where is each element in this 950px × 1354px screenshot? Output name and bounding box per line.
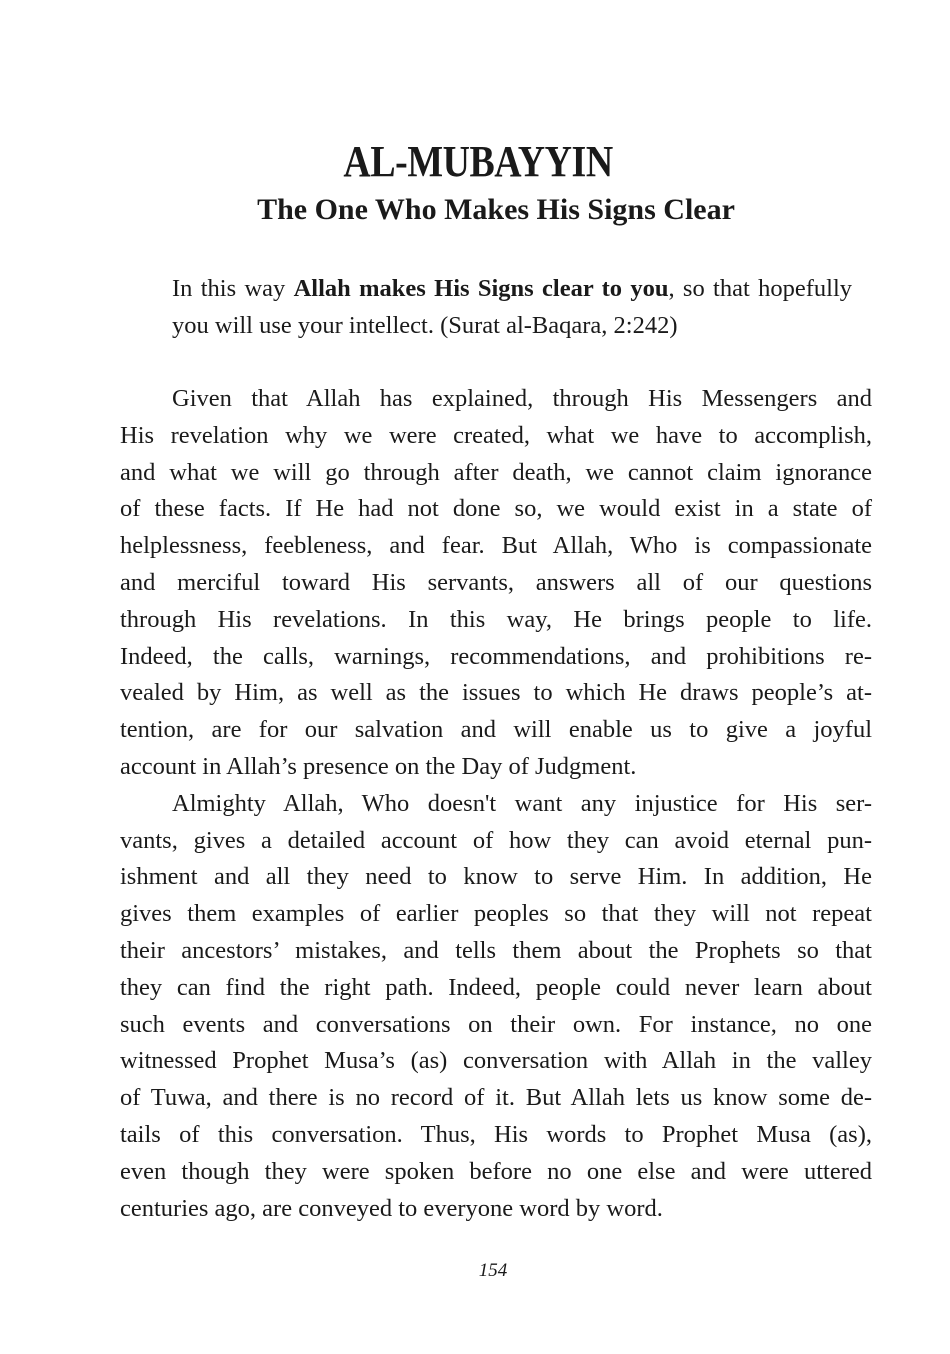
text-line: such events and conversations on their own. For instance, no one <box>120 1010 872 1038</box>
text-line: helplessness, feebleness, and fear. But Allah, Who is compassionate <box>120 532 872 560</box>
page-subtitle: The One Who Makes His Signs Clear <box>257 193 735 226</box>
text-line: ishment and all they need to know to serve Him. In addition, He <box>120 863 872 891</box>
text-line: gives them examples of earlier peoples so that they will not repeat <box>120 900 872 928</box>
text-line: account in Allah’s presence on the Day of Judgment. <box>120 752 637 780</box>
text-line: vealed by Him, as well as the issues to which He draws people’s at- <box>120 679 872 707</box>
text-line: tention, are for our salvation and will enable us to give a joyful <box>120 716 872 744</box>
text-line: centuries ago, are conveyed to everyone word by word. <box>120 1194 663 1222</box>
page-title: AL-MUBAYYIN <box>343 137 613 186</box>
text-line: through His revelations. In this way, He brings people to life. <box>120 605 872 633</box>
verse-prefix: In this way <box>172 275 294 302</box>
quoted-verse <box>172 270 852 344</box>
text-line: vants, gives a detailed account of how they can avoid eternal pun- <box>120 826 872 854</box>
paragraph-2 <box>120 786 872 1228</box>
text-line: their ancestors’ mistakes, and tells them about the Prophets so that <box>120 936 872 964</box>
paragraph-1 <box>120 381 872 786</box>
text-line: and merciful toward His servants, answers all of our questions <box>120 568 872 596</box>
text-line: and what we will go through after death, we cannot claim ignorance <box>120 458 872 486</box>
text-line: tails of this conversation. Thus, His words to Prophet Musa (as), <box>120 1120 872 1148</box>
text-line: Given that Allah has explained, through His Messengers and <box>172 385 872 412</box>
verse-emphasis: Allah makes His Signs clear to you <box>293 275 669 302</box>
text-line: they can find the right path. Indeed, people could never learn about <box>120 973 872 1001</box>
text-line: of Tuwa, and there is no record of it. But Allah lets us know some de- <box>120 1084 872 1112</box>
text-line: of these facts. If He had not done so, we would exist in a state of <box>120 495 872 523</box>
text-line: witnessed Prophet Musa’s (as) conversation with Allah in the valley <box>120 1047 872 1075</box>
page-number: 154 <box>478 1260 508 1281</box>
text-line: His revelation why we were created, what we have to accomplish, <box>120 421 872 449</box>
body-text <box>120 381 872 1227</box>
text-line: Indeed, the calls, warnings, recommendations, and prohibitions re- <box>120 642 872 670</box>
verse-suffix: , so that hopefully you will use your intellect. (Surat al-Baqara, 2:242) <box>172 275 852 339</box>
text-line: even though they were spoken before no one else and were uttered <box>120 1157 872 1185</box>
text-line: Almighty Allah, Who doesn't want any injustice for His ser- <box>172 789 872 817</box>
